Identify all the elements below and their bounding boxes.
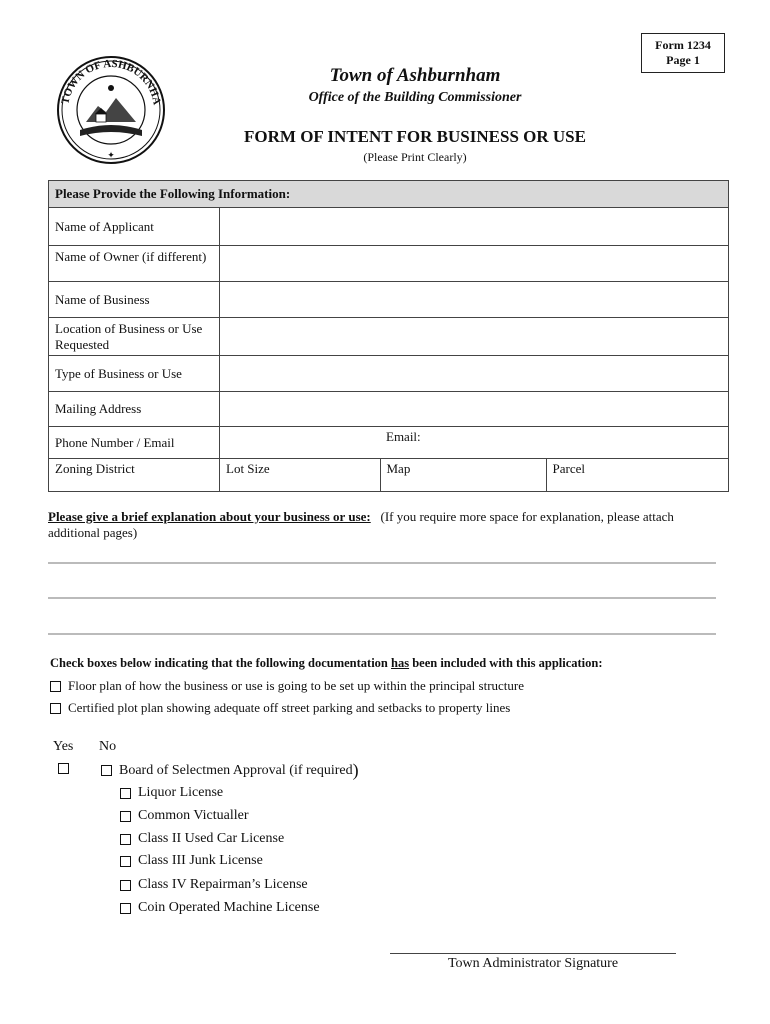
phone-email-label: Phone Number / Email	[49, 427, 220, 459]
license-item	[120, 877, 308, 893]
mailing-address-label: Mailing Address	[49, 392, 220, 427]
page-title: Town of Ashburnham	[329, 65, 501, 86]
class4-license-checkbox[interactable]	[120, 880, 131, 891]
board-no-checkbox[interactable]	[101, 765, 112, 776]
lot-size-label: Lot Size	[220, 459, 380, 491]
documentation-heading-pre: Check boxes below indicating that the following documentation	[50, 656, 391, 670]
town-seal-icon	[56, 50, 166, 170]
no-column-label: No	[99, 739, 117, 754]
license-item	[120, 785, 223, 801]
location-field[interactable]	[220, 318, 729, 356]
info-table-header: Please Provide the Following Information:	[49, 181, 729, 208]
license-item	[120, 853, 263, 869]
seal-text: TOWN OF ASHBURNHA	[59, 57, 163, 106]
phone-field[interactable]	[220, 427, 380, 445]
documentation-heading	[50, 656, 603, 671]
location-label: Location of Business or Use Requested	[49, 318, 220, 356]
applicant-label: Name of Applicant	[49, 208, 220, 246]
documentation-heading-has: has	[391, 656, 410, 670]
mailing-address-field[interactable]	[220, 392, 729, 427]
owner-label: Name of Owner (if different)	[49, 246, 220, 282]
owner-field[interactable]	[220, 246, 729, 282]
svg-text:✦: ✦	[107, 150, 115, 160]
parcel-label: Parcel	[552, 461, 585, 476]
class3-license-checkbox[interactable]	[120, 856, 131, 867]
license-label: Class II Used Car License	[138, 831, 285, 846]
email-label: Email:	[386, 429, 421, 444]
form-title: FORM OF INTENT FOR BUSINESS OR USE	[244, 127, 586, 146]
explanation-line-1[interactable]	[48, 562, 716, 564]
license-item	[120, 831, 284, 847]
explanation-text	[48, 509, 728, 541]
floor-plan-label: Floor plan of how the business or use is going to be set up within the principal structure	[68, 678, 525, 693]
coin-machine-license-checkbox[interactable]	[120, 903, 131, 914]
license-label: Class III Junk License	[138, 853, 263, 868]
license-item	[120, 900, 320, 916]
page-number: Page 1	[666, 53, 700, 67]
floor-plan-checkbox[interactable]	[50, 681, 61, 692]
applicant-field[interactable]	[220, 208, 729, 246]
board-approval-item	[101, 760, 359, 781]
board-approval-label: Board of Selectmen Approval (if required	[119, 762, 353, 778]
board-approval-paren: )	[352, 760, 359, 780]
type-label: Type of Business or Use	[49, 356, 220, 392]
documentation-heading-post: been included with this application:	[409, 656, 603, 670]
liquor-license-checkbox[interactable]	[120, 788, 131, 799]
explanation-line-2[interactable]	[48, 597, 716, 599]
plot-plan-label: Certified plot plan showing adequate off street parking and setbacks to property lines	[68, 700, 511, 715]
explanation-prompt: Please give a brief explanation about your business or use:	[48, 509, 371, 524]
phone-email-field[interactable]	[220, 427, 729, 459]
explanation-note: (If you require more space for explanation, please attach additional pages)	[48, 509, 674, 540]
form-number: Form 1234	[655, 38, 711, 52]
svg-text:TOWN OF ASHBURNHAM, MASS	[56, 50, 163, 106]
common-victualler-checkbox[interactable]	[120, 811, 131, 822]
license-label: Liquor License	[138, 785, 224, 800]
map-label: Map	[380, 459, 546, 491]
license-label: Common Victualler	[138, 808, 249, 823]
signature-line[interactable]	[390, 953, 676, 954]
office-subtitle: Office of the Building Commissioner	[308, 90, 522, 105]
business-name-field[interactable]	[220, 282, 729, 318]
license-label: Class IV Repairman’s License	[138, 877, 308, 892]
zoning-district-label: Zoning District	[49, 459, 220, 492]
signature-label: Town Administrator Signature	[447, 956, 619, 971]
license-item	[120, 808, 249, 824]
license-label: Coin Operated Machine License	[138, 900, 320, 915]
type-field[interactable]	[220, 356, 729, 392]
doc-item-floor-plan	[50, 678, 524, 694]
doc-item-plot-plan	[50, 700, 510, 716]
print-note: (Please Print Clearly)	[363, 150, 467, 164]
yes-column-label: Yes	[53, 739, 74, 754]
plot-plan-checkbox[interactable]	[50, 703, 61, 714]
board-yes-checkbox[interactable]	[58, 763, 69, 774]
class2-license-checkbox[interactable]	[120, 834, 131, 845]
explanation-line-3[interactable]	[48, 633, 716, 635]
zoning-row	[220, 459, 729, 492]
business-name-label: Name of Business	[49, 282, 220, 318]
info-table	[48, 180, 729, 492]
